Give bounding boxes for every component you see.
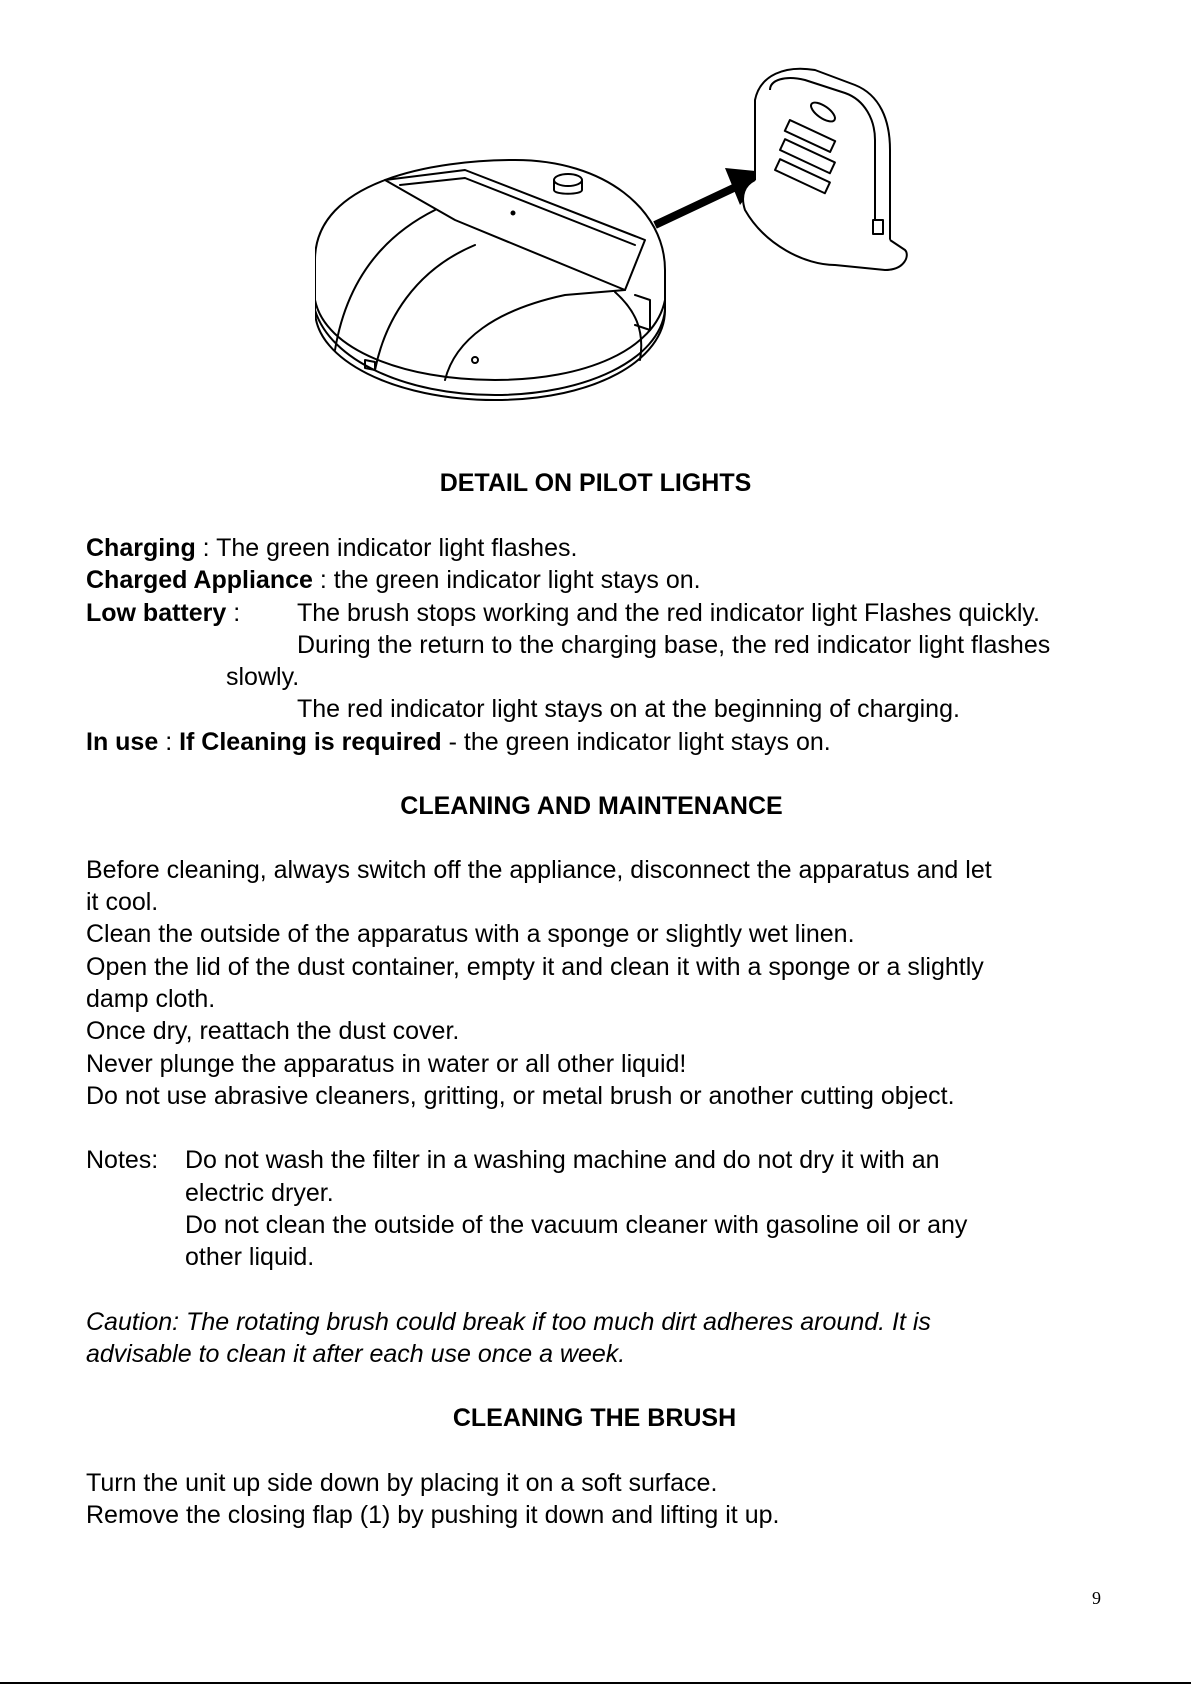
maintenance-line: Never plunge the apparatus in water or all other liquid! [86,1050,687,1078]
charging-status-line [86,532,577,564]
low-battery-label: Low battery [86,599,227,627]
notes-line: other liquid. [185,1243,315,1271]
notes-label: Notes: [86,1146,159,1174]
maintenance-line: Before cleaning, always switch off the appliance, disconnect the apparatus and let [86,856,992,884]
low-battery-line-3: slowly. [226,663,300,691]
caution-line: Caution: The rotating brush could break if too much dirt adheres around. It is [86,1308,931,1336]
page-number: 9 [1092,1588,1101,1608]
brush-heading: CLEANING THE BRUSH [452,1404,737,1432]
maintenance-line: it cool. [86,888,159,916]
in-use-status-line [86,726,831,758]
notes-line: Do not wash the filter in a washing machine and do not dry it with an [185,1146,940,1174]
in-use-separator: : [158,728,180,756]
maintenance-line: Clean the outside of the apparatus with a sponge or slightly wet linen. [86,920,855,948]
in-use-label: In use [86,728,159,756]
low-battery-line-2: During the return to the charging base, the red indicator light flashes [297,631,1051,659]
low-battery-line-4: The red indicator light stays on at the beginning of charging. [297,695,960,723]
brush-line: Remove the closing flap (1) by pushing it down and lifting it up. [86,1501,780,1529]
notes-line: electric dryer. [185,1179,334,1207]
maintenance-line: damp cloth. [86,985,216,1013]
charged-text: : the green indicator light stays on. [312,566,701,594]
charged-status-line [86,564,701,596]
charging-text: : The green indicator light flashes. [195,534,578,562]
robot-vacuum-charging-illustration [315,60,955,420]
in-use-condition: If Cleaning is required [179,728,442,756]
bottom-rule [0,1682,1191,1684]
in-use-text: - the green indicator light stays on. [441,728,831,756]
maintenance-line: Do not use abrasive cleaners, gritting, or metal brush or another cutting object. [86,1082,955,1110]
low-battery-separator: : [226,599,241,627]
low-battery-line-1: The brush stops working and the red indicator light Flashes quickly. [297,599,1040,627]
pilot-lights-heading: DETAIL ON PILOT LIGHTS [439,469,752,497]
brush-line: Turn the unit up side down by placing it on a soft surface. [86,1469,718,1497]
maintenance-heading: CLEANING AND MAINTENANCE [400,792,783,820]
caution-line: advisable to clean it after each use once a week. [86,1340,626,1368]
charging-label: Charging [86,534,196,562]
low-battery-label-line [86,597,240,629]
maintenance-line: Open the lid of the dust container, empty it and clean it with a sponge or a slightly [86,953,984,981]
notes-line: Do not clean the outside of the vacuum cleaner with gasoline oil or any [185,1211,968,1239]
maintenance-line: Once dry, reattach the dust cover. [86,1017,460,1045]
charged-label: Charged Appliance [86,566,313,594]
